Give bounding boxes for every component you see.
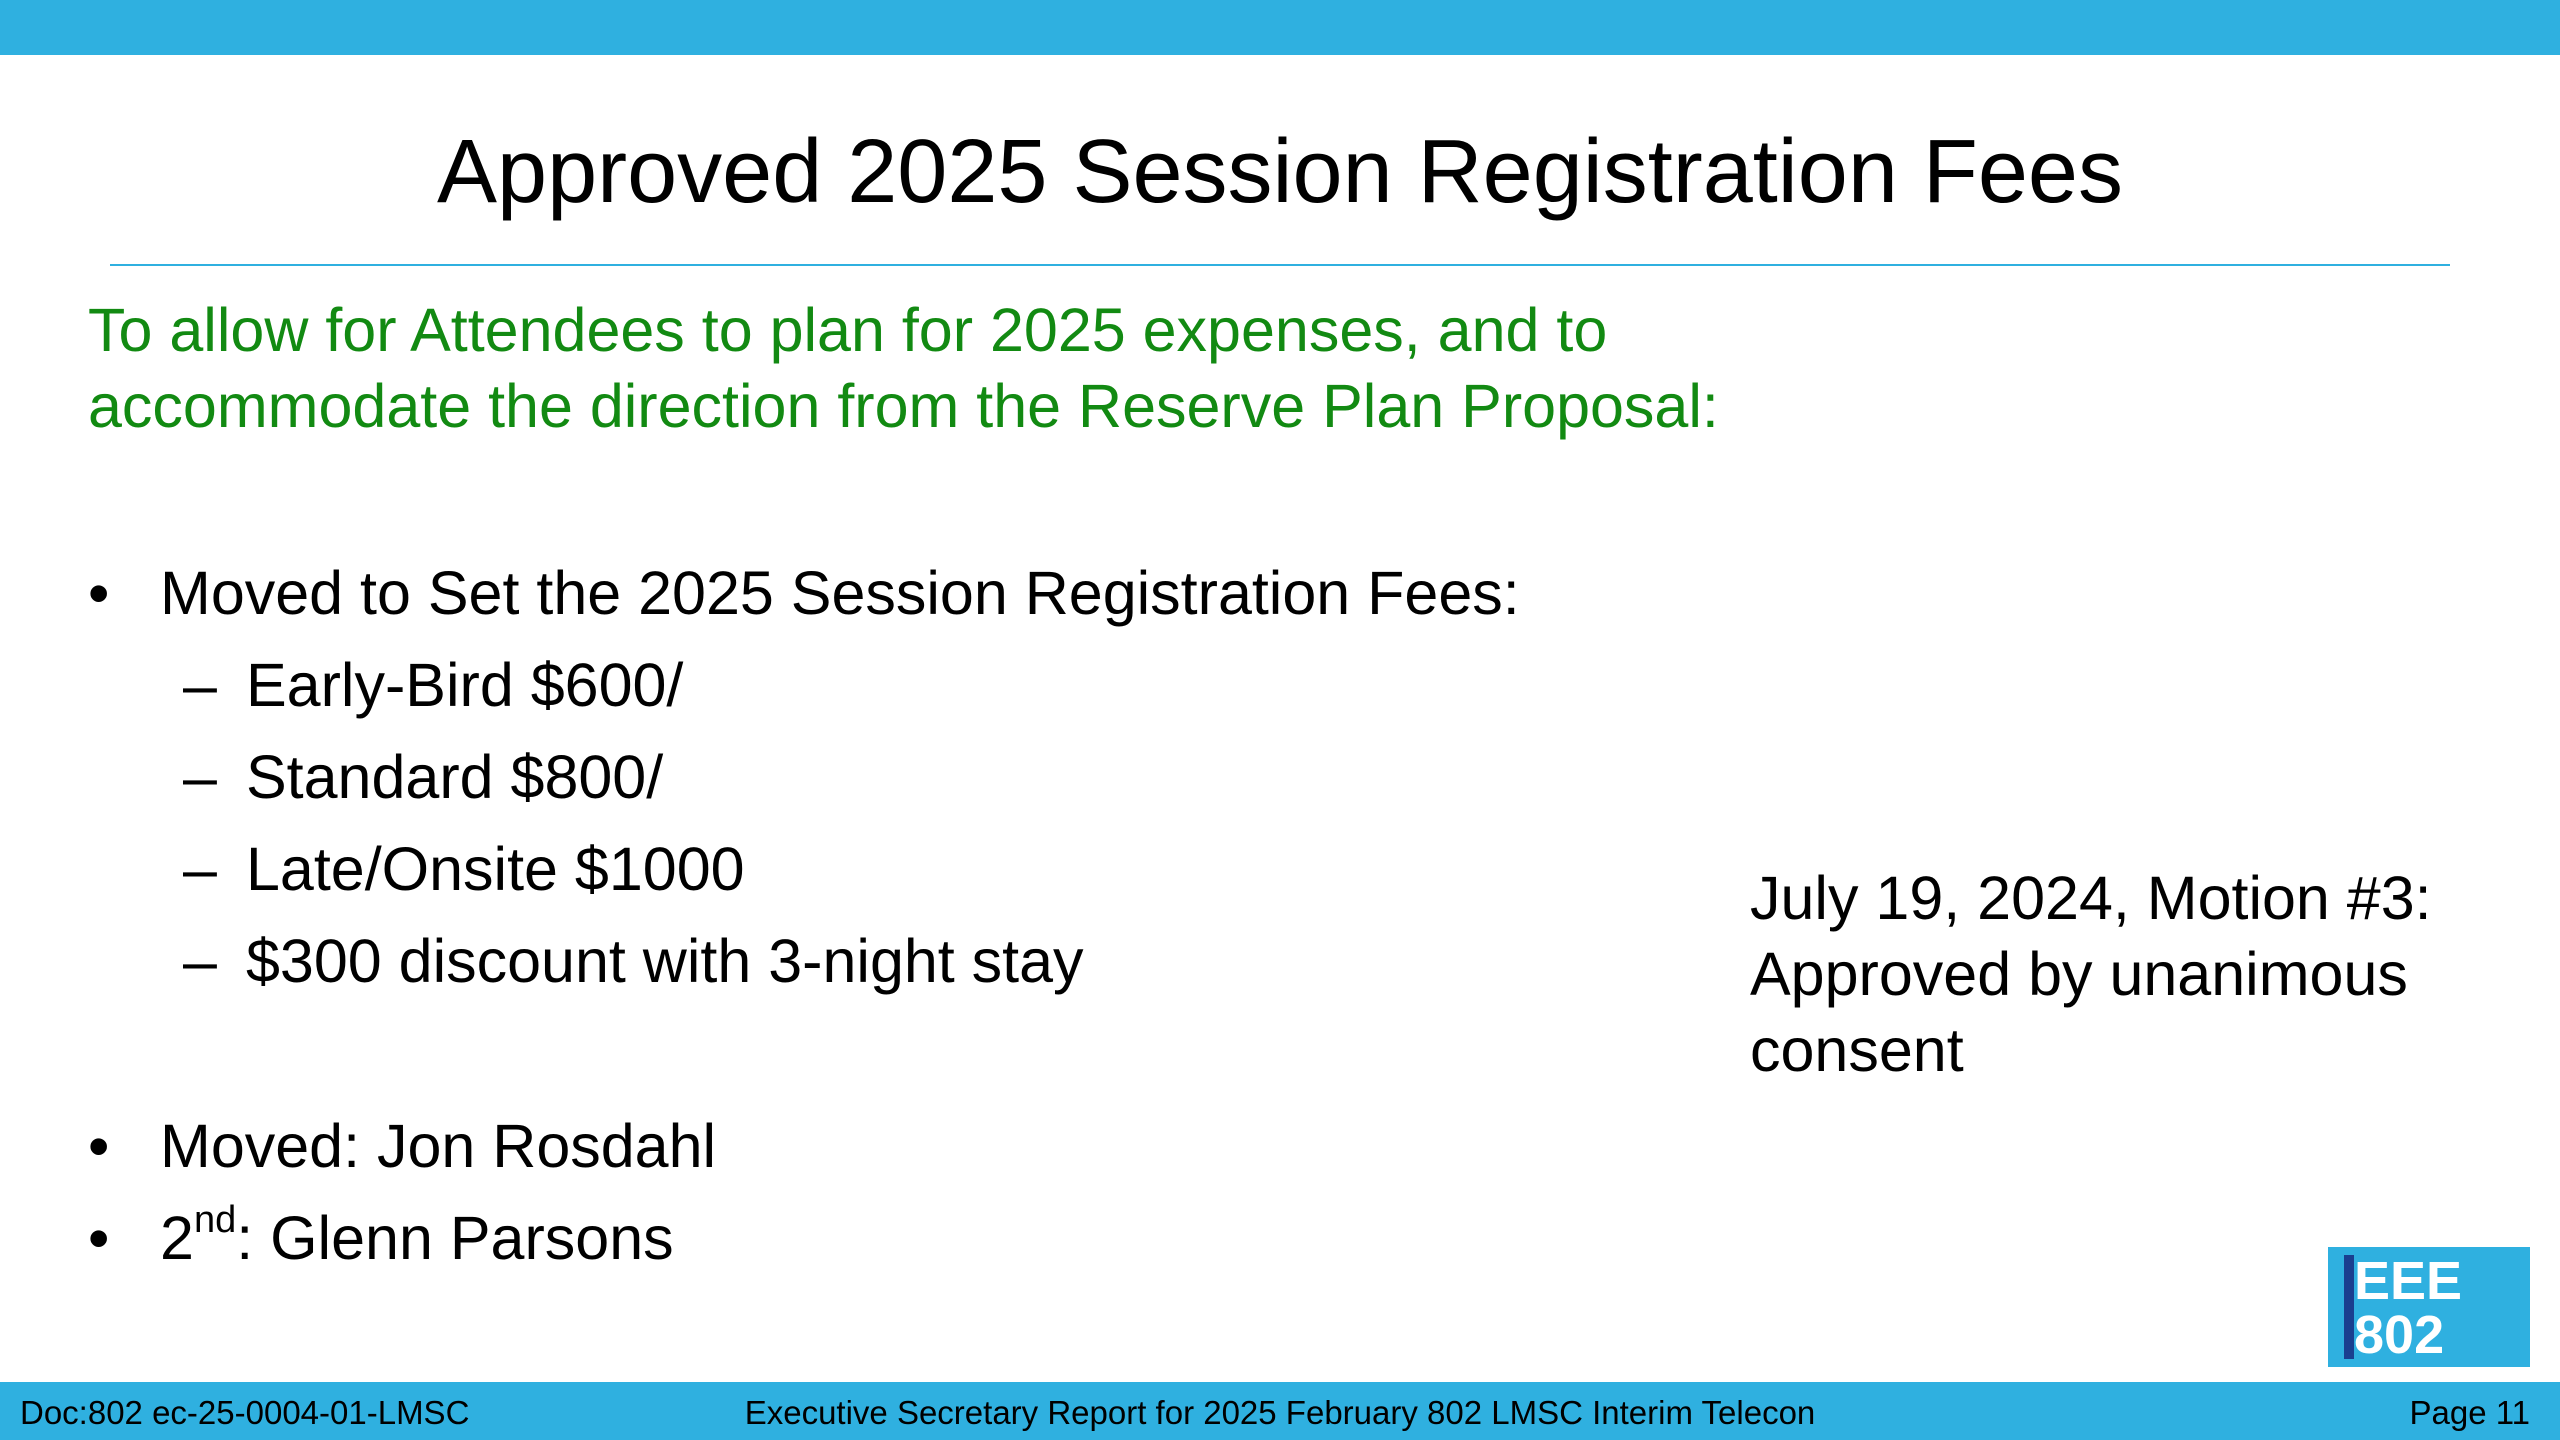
footer-title: Executive Secretary Report for 2025 February 802 LMSC Interim Telecon	[744, 1394, 1816, 1431]
motion-note-line: July 19, 2024, Motion #3:	[1750, 864, 2432, 932]
intro-text	[88, 292, 1988, 444]
fee-text: Early-Bird $600/	[246, 651, 684, 719]
footer-band	[0, 1382, 2560, 1440]
ordinal-suffix: nd	[193, 1198, 237, 1241]
intro-line: accommodate the direction from the Reserve Plan Proposal:	[88, 372, 1719, 440]
dash-marker: –	[183, 927, 217, 995]
bullet-text	[160, 1200, 674, 1276]
footer-page-number: Page 11	[2409, 1394, 2530, 1431]
ordinal-number: 2	[160, 1204, 194, 1272]
top-band	[0, 0, 2560, 55]
fee-text: $300 discount with 3-night stay	[246, 927, 1084, 995]
footer-doc-number: Doc:802 ec-25-0004-01-LMSC	[20, 1394, 470, 1431]
intro-line: To allow for Attendees to plan for 2025 expenses, and to	[88, 296, 1608, 364]
motion-note-line: Approved by unanimous	[1750, 940, 2408, 1008]
logo-bar	[2344, 1255, 2354, 1359]
dash-marker: –	[183, 651, 217, 719]
bullet-text: Moved to Set the 2025 Session Registration Fees:	[160, 559, 1520, 627]
bullet-text: Moved: Jon Rosdahl	[160, 1112, 717, 1180]
motion-note-line: consent	[1750, 1016, 1964, 1084]
bullet-marker: •	[88, 559, 110, 627]
fee-text: Standard $800/	[246, 743, 664, 811]
logo-text-bottom: 802	[2354, 1305, 2445, 1365]
bullet-marker: •	[88, 1112, 110, 1180]
slide-title: Approved 2025 Session Registration Fees	[436, 122, 2123, 222]
dash-marker: –	[183, 835, 217, 903]
bullet-marker: •	[88, 1204, 110, 1272]
logo-text-top: EEE	[2354, 1251, 2463, 1311]
seconder-text: : Glenn Parsons	[236, 1204, 674, 1272]
fee-text: Late/Onsite $1000	[246, 835, 745, 903]
motion-note	[1750, 860, 2530, 1088]
ieee-802-logo	[2328, 1247, 2530, 1367]
dash-marker: –	[183, 743, 217, 811]
title-divider	[110, 264, 2450, 266]
